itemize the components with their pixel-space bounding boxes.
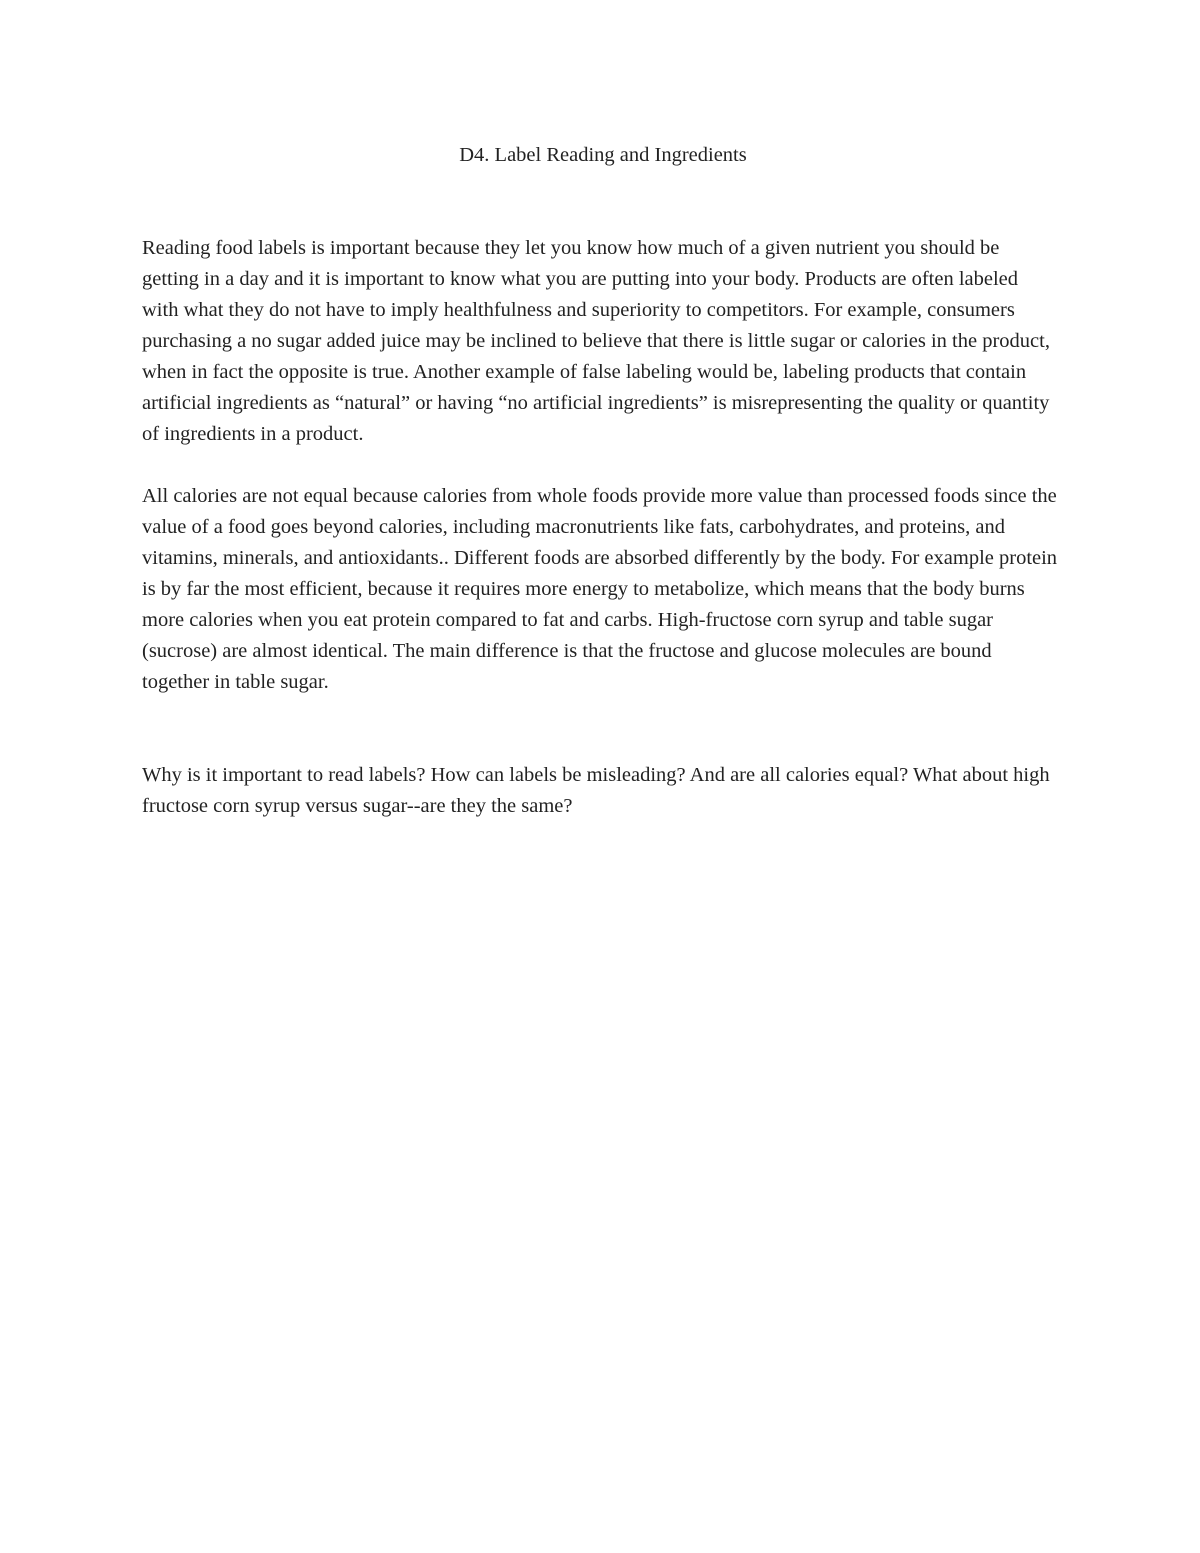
paragraph-label-reading: Reading food labels is important because they let you know how much of a given nutrient you should be getting in a day and it is important to know what you are putting into your body. Products are often labeled with what they do not have to imply healthfulness and superiority to competitors. For example, consumers purchasing a no sugar added juice may be inclined to believe that there is little sugar or calories in the product, when in fact the opposite is true. Another example of false labeling would be, labeling products that contain artificial ingredients as “natural” or having “no artificial ingredients” is misrepresenting the quality or quantity of ingredients in a product. (142, 237, 1050, 445)
paragraph-calories: All calories are not equal because calories from whole foods provide more value than processed foods since the value of a food goes beyond calories, including macronutrients like fats, carbohydrates, and proteins, and vitamins, minerals, and antioxidants.. Different foods are absorbed differently by the body. For example protein is by far the most efficient, because it requires more energy to metabolize, which means that the body burns more calories when you eat protein compared to fat and carbs. High-fructose corn syrup and table sugar (sucrose) are almost identical. The main difference is that the fructose and glucose molecules are bound together in table sugar. (142, 485, 1058, 693)
document-body (142, 140, 1058, 822)
paragraph-questions: Why is it important to read labels? How can labels be misleading? And are all calories equal? What about high fructose corn syrup versus sugar--are they the same? (142, 764, 1050, 817)
document-title: D4. Label Reading and Ingredients (459, 144, 747, 166)
